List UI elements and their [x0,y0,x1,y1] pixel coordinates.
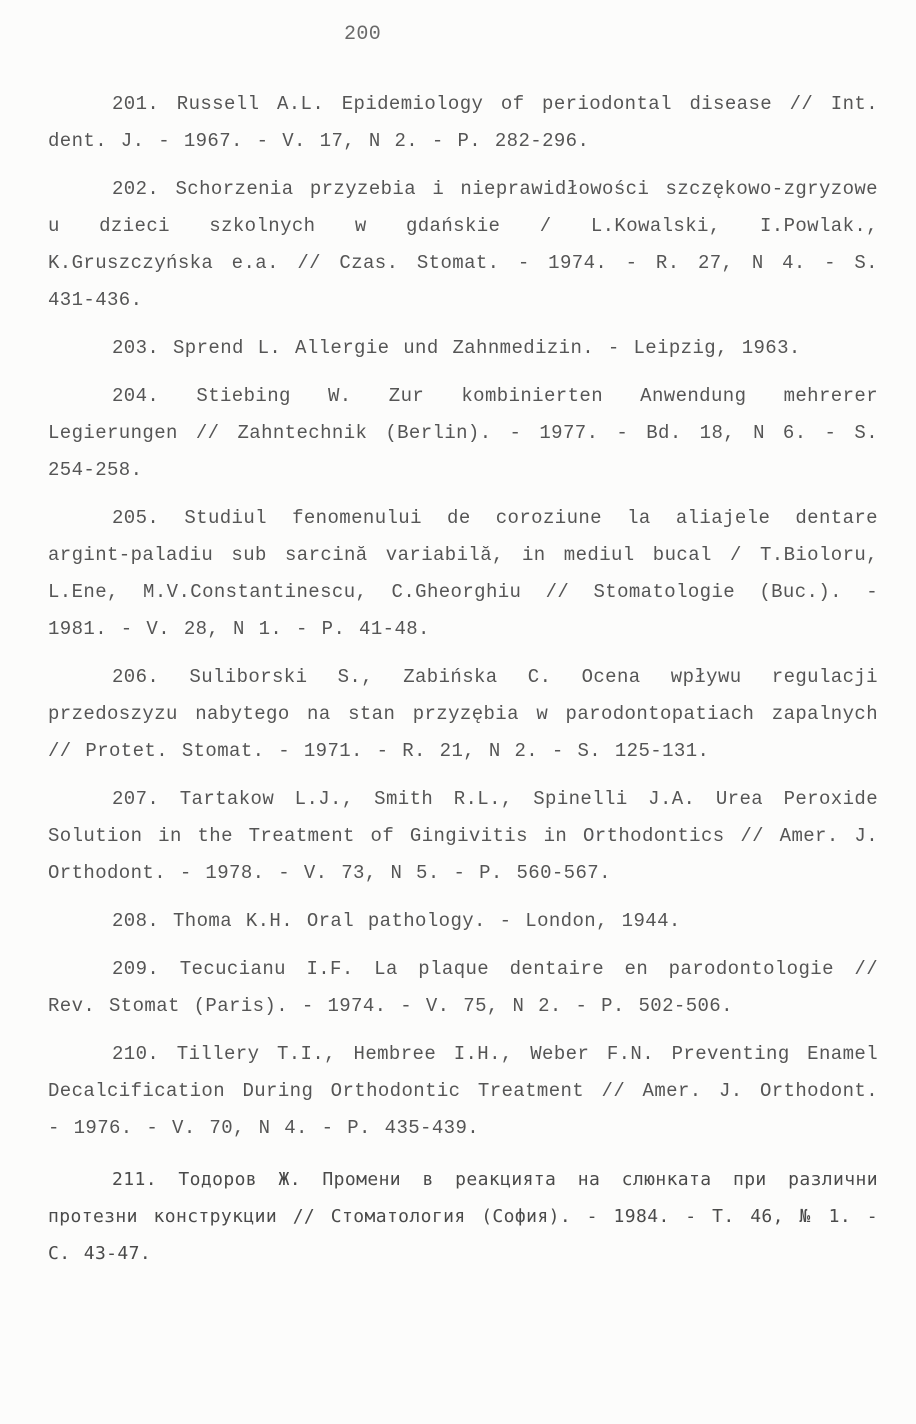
bibliography-entry-203: 203. Sprend L. Allergie und Zahnmedizin. - Leipzig, 1963. [112,337,801,359]
bibliography-entry-202: 202. Schorzenia przyzebia i nieprawidłowości szczękowo-zgryzowe u dzieci szkolnych w gdańskie / L.Kowalski, I.Powlak., K.Gruszczyńska e.a. // Czas. Stomat. - 1974. - R. 27, N 4. - S. 431-436. [48,178,878,311]
bibliography-entry-201: 201. Russell A.L. Epidemiology of periodontal disease // Int. dent. J. - 1967. - V. 17, N 2. - P. 282-296. [48,93,878,152]
bibliography-entry-210: 210. Tillery T.I., Hembree I.H., Weber F.N. Preventing Enamel Decalcification During Orthodontic Treatment // Amer. J. Orthodont. - 1976. - V. 70, N 4. - P. 435-439. [48,1043,878,1139]
bibliography-entry-204: 204. Stiebing W. Zur kombinierten Anwendung mehrerer Legierungen // Zahntechnik (Berlin). - 1977. - Bd. 18, N 6. - S. 254-258. [48,385,878,481]
bibliography-entry-209: 209. Tecucianu I.F. La plaque dentaire en parodontologie // Rev. Stomat (Paris). - 1974. - V. 75, N 2. - P. 502-506. [48,958,878,1017]
bibliography-entry-205: 205. Studiul fenomenului de coroziune la aliajele dentare argint-paladiu sub sarcină variabilă, in mediul bucal / T.Bioloru, L.Ene, M.V.Constantinescu, C.Gheorghiu // Stomatologie (Buc.). - 1981. - V. 28, N 1. - P. 41-48. [48,507,878,640]
page-number: 200 [344,23,382,46]
bibliography-entry-207: 207. Tartakow L.J., Smith R.L., Spinelli J.A. Urea Peroxide Solution in the Treatment of Gingivitis in Orthodontics // Amer. J. Orthodont. - 1978. - V. 73, N 5. - P. 560-567. [48,788,878,884]
bibliography-entry-211: 211. Тодоров Ж. Промени в реакцията на слюнката при различни протезни конструкции // Стоматология (София). - 1984. - Т. 46, № 1. - С. 43-47. [48,1169,878,1264]
bibliography-list [48,86,878,1283]
bibliography-entry-206: 206. Suliborski S., Zabińska C. Ocena wpływu regulacji przedoszyzu nabytego na stan przyzębia w parodontopatiach zapalnych // Protet. Stomat. - 1971. - R. 21, N 2. - S. 125-131. [48,666,878,762]
bibliography-entry-208: 208. Thoma K.H. Oral pathology. - London, 1944. [112,910,681,932]
